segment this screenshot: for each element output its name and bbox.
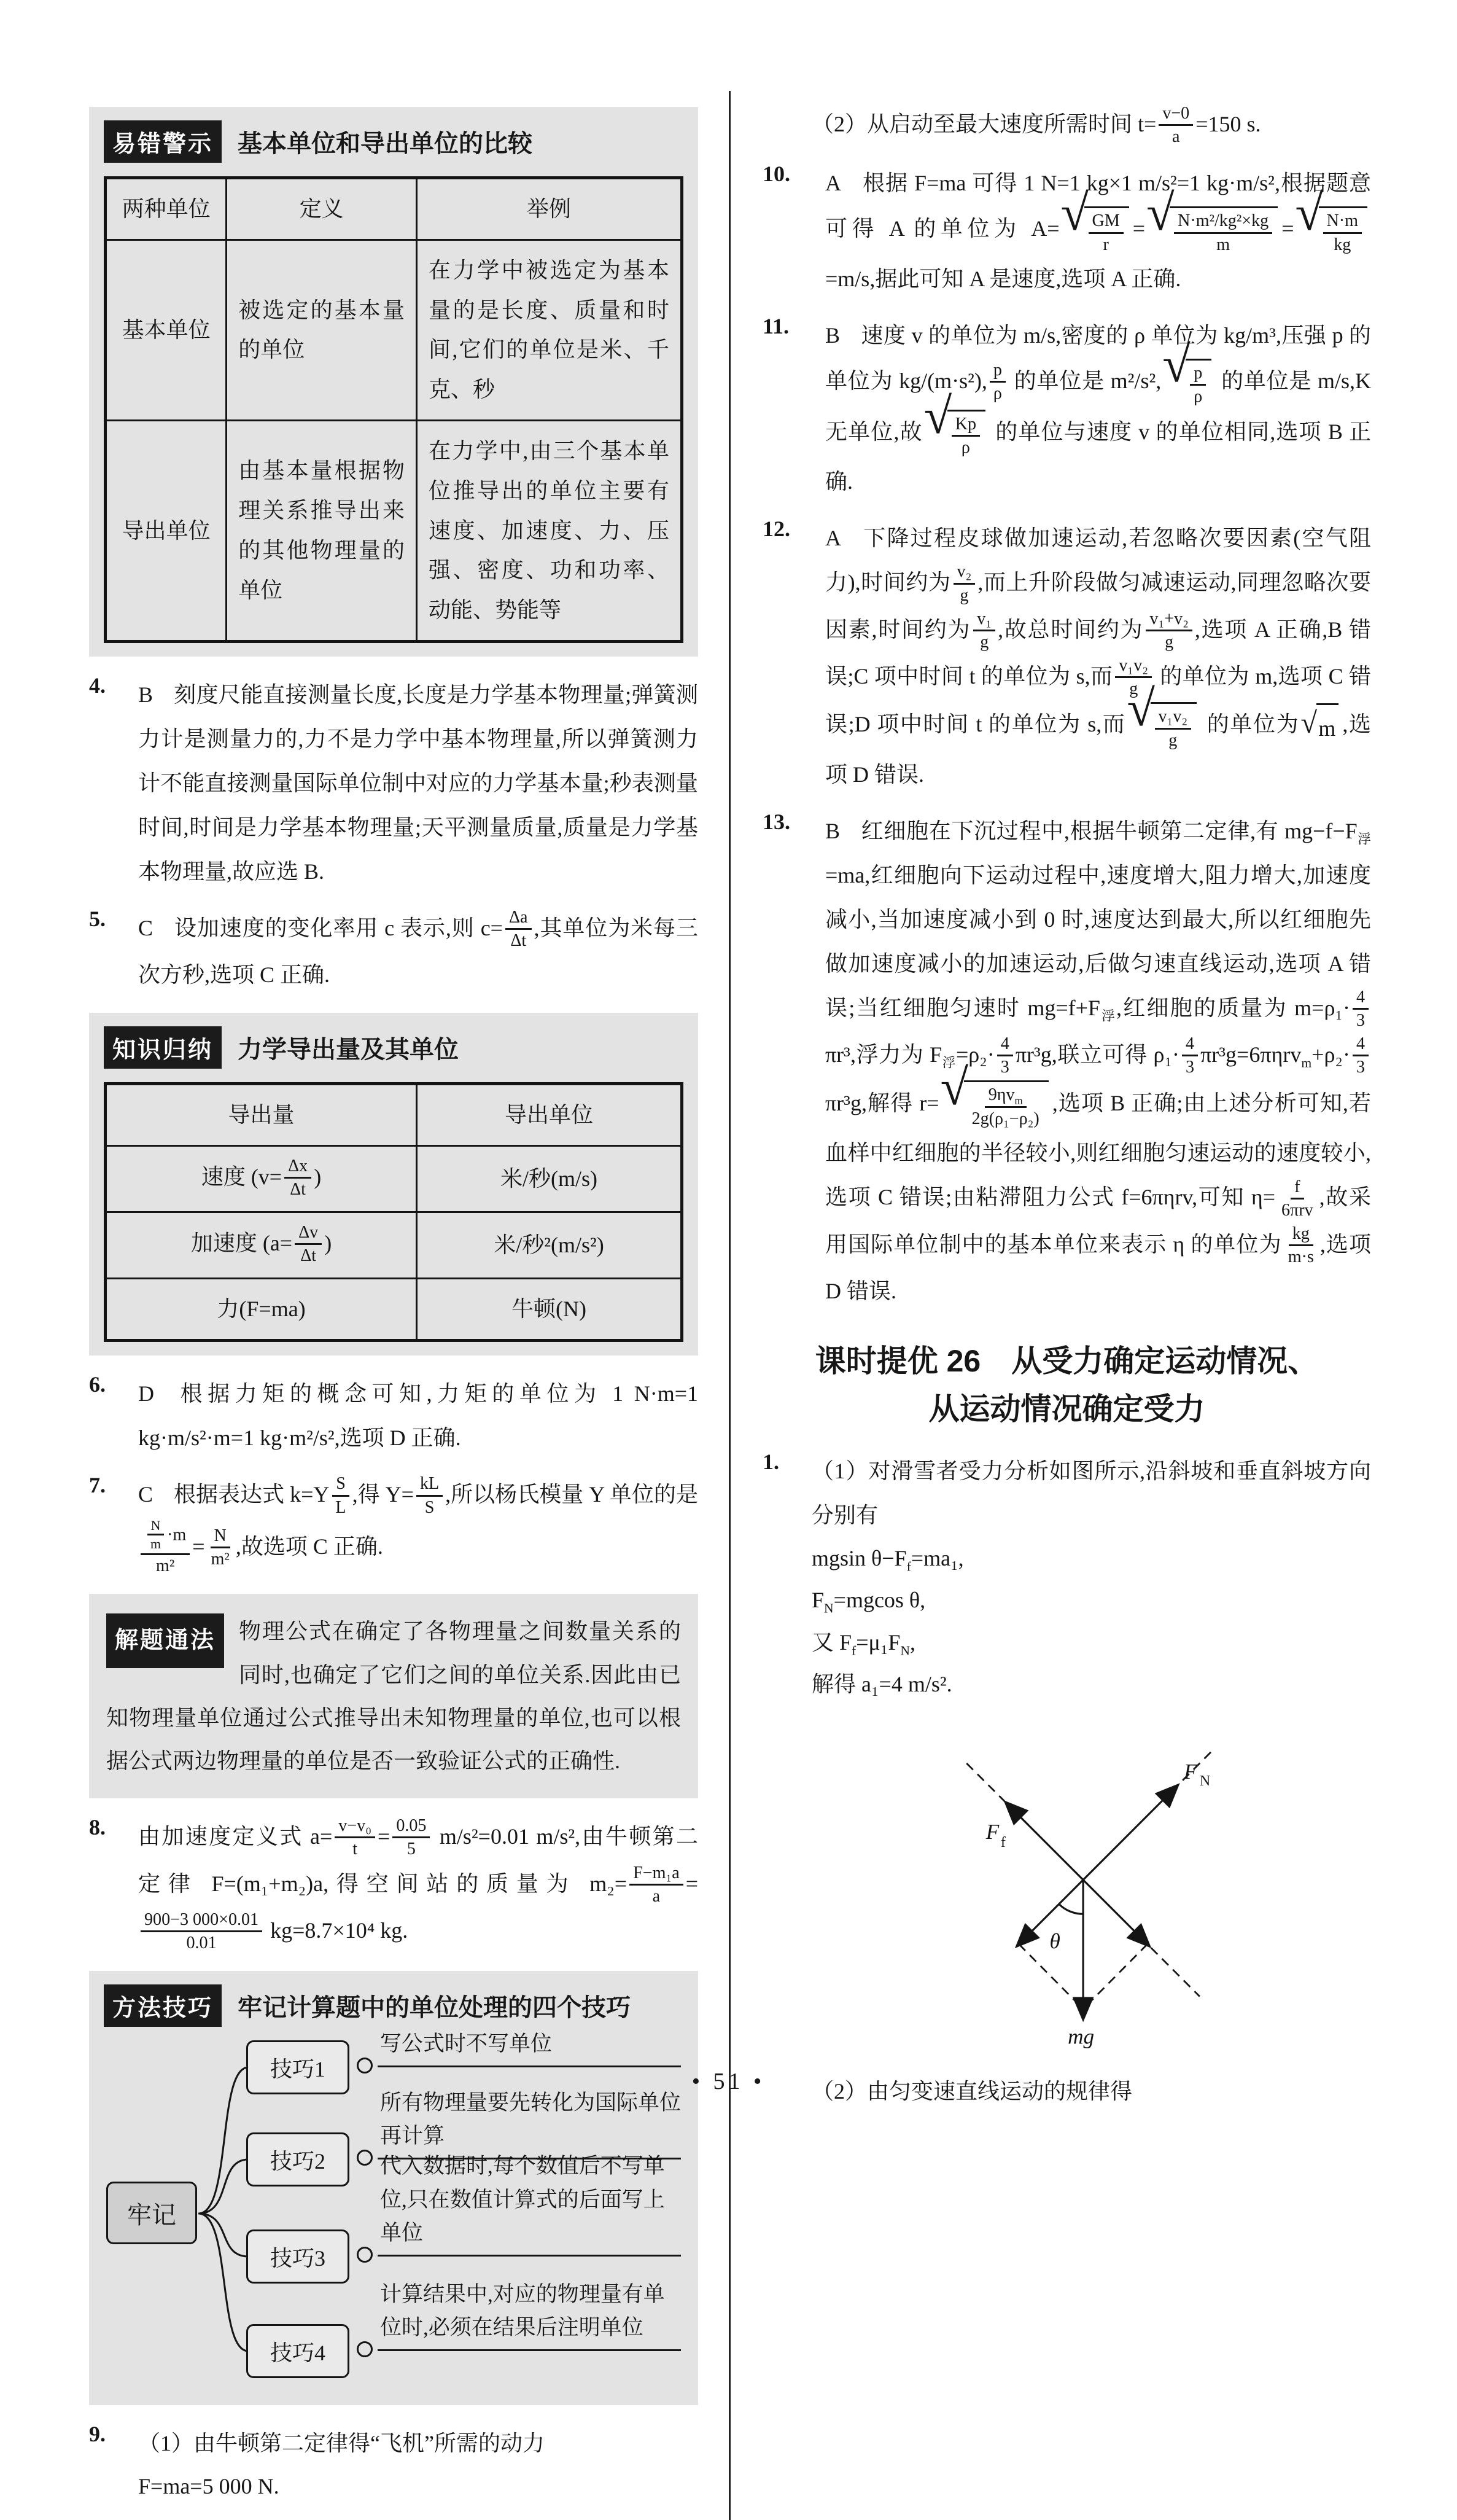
table-cell: 在力学中被选定为基本量的是长度、质量和时间,它们的单位是米、千克、秒 [417,240,682,420]
theta-angle-arc [1059,1904,1083,1914]
item-body [138,673,698,894]
item-body [812,1449,1371,2112]
answer-letter: B [138,682,153,707]
mindmap-tip-node-2: 技巧2 [246,2132,349,2186]
item-number: 1. [763,1449,779,1475]
derived-units-table [104,1082,683,1342]
table-cell: 速度 (v= $\frac{\Delta x}{\Delta t}$ ) [106,1146,417,1212]
item-body [825,516,1371,796]
table-row [106,1146,682,1212]
friction-force-sub-label: f [1000,1834,1006,1851]
item-number: 13. [763,809,790,834]
mindmap-tip-desc-3 [378,2150,681,2257]
lesson-heading-line1: 课时提优 26 从受力确定运动情况、 [815,1344,1319,1379]
equation: F=ma=5 000 N. [138,2474,279,2499]
item-body [138,906,698,997]
table-row [106,240,682,420]
item-text: （1）对滑雪者受力分析如图所示,沿斜坡和垂直斜坡方向分别有 [812,1459,1371,1528]
normal-force-sub-label: N [1199,1773,1210,1789]
gravity-label: mg [1067,2024,1094,2049]
force-diagram [938,1709,1245,2062]
mindmap-tip-desc-2 [378,2086,681,2160]
answer-item-8 [89,1814,698,1955]
table-header-cell: 定义 [227,178,417,240]
knowledge-tag: 知识归纳 [104,1026,222,1069]
equation: mgsin $\theta-F_f=ma_1$, [812,1546,964,1574]
item-number: 9. [89,2422,106,2447]
two-column-layout [89,91,1371,2520]
parallelogram-edge [1084,1944,1148,2008]
method-tips-title: 牢记计算题中的单位处理的四个技巧 [238,1994,631,2022]
table-cell: 力(F=ma) [106,1279,417,1341]
answer-letter: C [138,915,153,940]
table-header-row [106,178,682,240]
item-text: 下降过程皮球做加速运动,若忽略次要因素(空气阻力),时间约为 $\frac{\text{v₂}}{g}$ ,而上升阶段做匀减速运动,同理忽略次要因素,时间约为 $\frac{\text{v₁}}{g}$ ,故总时间约为 $\frac{\text{v₁+v₂}}{g}$ ,选项 A 正确,B 错误;C 项中时间 t 的单位为 s,而 $\frac{\text{v₁v₂}}{g}$ 的单位为 m,选项 C 错误;D 项中时间 t 的单位为 s,而 √ $\frac{\text{v₁v₂}}{g}$ 的单位为 √ m ,选项 D 错误. [825,526,1371,786]
answer-letter: A [825,526,841,551]
item-text: 根据表达式 k=Y $\frac{S}{L}$ ,得 Y= $\frac{kL}{S}$ ,所以杨氏模量 Y 单位的是 $\frac{N}{m}$ ·m m² = $\frac{N}{\text{m²}}$ ,故选项 C 正确. [138,1482,698,1559]
mindmap-tip-desc-1 [378,2027,681,2067]
table-cell: 加速度 (a= $\frac{\Delta v}{\Delta t}$ ) [106,1212,417,1279]
item-body [138,1814,698,1955]
table-cell: 米/秒(m/s) [417,1146,682,1212]
equation: $F_N=mgcos$ θ, [812,1588,926,1617]
item-text: （1）由牛顿第二定律得“飞机”所需的动力 [138,2431,545,2456]
answer-item-9 [89,2421,698,2507]
answer-item-1 [763,1449,1371,2112]
answer-item-5 [89,906,698,997]
table-header-cell: 两种单位 [106,178,227,240]
warning-title: 基本单位和导出单位的比较 [238,130,533,157]
table-row [106,420,682,641]
item-text: （2）从启动至最大速度所需时间 t= $\frac{v-0}{a}$ =150 s. [812,104,1261,147]
friction-force-label: F [985,1819,999,1844]
gravity-component-downslope-arrow [1083,1879,1148,1944]
right-column [731,91,1371,2520]
lesson-heading [763,1338,1371,1433]
item-text: 根据 F=ma 可得 1 N=1 kg×1 m/s²=1 kg·m/s²,根据题意可得 A 的单位为 A= √ $\frac{GM}{r}$ = √ $\frac{\text{N·m²/kg²×kg}}{m}$ = √ $\frac{N\cdot m}{kg}$ =m/s,据此可知 A 是速度,选项 A 正确. [825,171,1371,291]
lesson-heading-line2: 从运动情况确定受力 [928,1391,1205,1426]
method-tips-panel [89,1971,698,2405]
tip-text: 计算结果中,对应的物理量有单位时,必须在结果后注明单位 [380,2282,665,2339]
connector-dot-icon [357,2247,373,2263]
mindmap-tip-node-1: 技巧1 [246,2040,349,2094]
item-body [825,313,1371,504]
table-header-row [106,1084,682,1146]
warning-panel [89,107,698,657]
item-text: 设加速度的变化率用 c 表示,则 c= $\frac{\Delta a}{\Delta t}$ ,其单位为米每三次方秒,选项 C 正确. [138,908,698,988]
item-text: 根据力矩的概念可知,力矩的单位为 1 N·m=1 kg·m/s²·m=1 kg·m²/s²,选项 D 正确. [138,1381,698,1451]
tip-text: 所有物理量要先转化为国际单位再计算 [380,2090,682,2148]
table-header-cell: 导出量 [106,1084,417,1146]
answer-letter: C [138,1482,153,1507]
table-header-cell: 举例 [417,178,682,240]
table-cell: 由基本量根据物理关系推导出来的其他物理量的单位 [227,420,417,641]
item-body [138,2421,698,2507]
answer-letter: B [825,322,841,348]
solving-method-panel [89,1594,698,1798]
connector-dot-icon [357,2150,373,2166]
warning-tag: 易错警示 [104,120,222,163]
answer-item-13 [763,809,1371,1313]
item-text: 刻度尺能直接测量长度,长度是力学基本物理量;弹簧测力计是测量力的,力不是力学中基本物理量,所以弹簧测力计不能直接测量国际单位制中对应的力学基本量;秒表测量时间,时间是力学基本物理量;天平测量质量,质量是力学基本物理量,故应选 B. [138,682,698,884]
friction-force-arrow [1007,1804,1082,1879]
answer-item-10 [763,161,1371,300]
solving-method-text: 物理公式在确定了各物理量之间数量关系的同时,也确定了它们之间的单位关系.因此由已知物理量单位通过公式推导出未知物理量的单位,也可以根据公式两边物理量的单位是否一致验证公式的正确性. [106,1619,681,1773]
table-cell: 米/秒²(m/s²) [417,1212,682,1279]
answer-item-12 [763,516,1371,796]
item-body [825,161,1371,300]
item-text: 红细胞在下沉过程中,根据牛顿第二定律,有 $mg-f-F_浮=ma$,红细胞向下运动过程中,速度增大,阻力增大,加速度减小,当加速度减小到 0 时,速度达到最大,所以红细胞先做加速度减小的加速运动,后做匀速直线运动,选项 A 错误;当红细胞匀速时 $mg=f+F_浮$,红细胞的质量为 m=ρ₁· $\frac{4}{3}$ πr³,浮力为 $F_浮=\rho_2\cdot$ $\frac{4}{3}$ πr³g,联立可得 ρ₁· $\frac{4}{3}$ πr³g=6πηrv$_m$+ρ₂· $\frac{4}{3}$ πr³g,解得 r= √ $\frac{9\eta v_m}{\text{2g(ρ₁−ρ₂)}}$ ,选项 B 正确;由上述分析可知,若血样中红细胞的半径较小,则红细胞匀速运动的速度较小,选项 C 错误;由粘滞阻力公式 f=6πηrv,可知 η= $\frac{f}{\text{6πrv}}$ ,故采用国际单位制中的基本单位来表示 η 的单位为 $\frac{kg}{m\cdot s}$ ,选项 D 错误. [825,819,1371,1303]
item-number: 5. [89,906,106,931]
answer-item-9-part2 [763,102,1371,149]
method-tips-header [104,1984,683,2027]
answer-item-7 [89,1472,698,1578]
answer-item-11 [763,313,1371,504]
answer-item-4 [89,673,698,894]
mindmap-root-node: 牢记 [106,2182,197,2244]
answer-letter: D [138,1381,154,1406]
answer-item-6 [89,1371,698,1460]
item-body [138,1472,698,1578]
item-number: 11. [763,313,790,338]
item-text: 由加速度定义式 a= $\frac{\text{v−v₀}}{t}$ = $\frac{0.05}{5}$ m/s²=0.01 m/s²,由牛顿第二定律 F=(m₁+m₂)a,得空间站的质量为 m₂= $\frac{\text{F−m₁a}}{a}$ = $\frac{900-3 000\times 0.01}{0.01}$ kg=8.7×10⁴ kg. [138,1816,698,1953]
section-header-knowledge [104,1026,683,1069]
table-cell: 基本单位 [106,240,227,420]
parallelogram-edge [1019,1944,1082,2008]
units-comparison-table [104,176,683,643]
tip-text: 写公式时不写单位 [380,2031,553,2056]
item-number: 12. [763,517,790,542]
left-column [89,91,698,2520]
item-number: 4. [89,673,106,698]
table-header-cell: 导出单位 [417,1084,682,1146]
item-number: 8. [89,1815,106,1840]
item-body [825,809,1371,1313]
mindmap-tip-node-4: 技巧4 [246,2324,349,2378]
knowledge-title: 力学导出量及其单位 [238,1036,459,1064]
item-number: 10. [763,162,790,187]
mindmap-tip-desc-4 [378,2278,681,2352]
tip-text: 代入数据时,每个数值后不写单位,只在数值计算式的后面写上单位 [380,2154,665,2245]
answer-letter: B [825,818,841,843]
table-row [106,1212,682,1279]
item-text: 速度 v 的单位为 m/s,密度的 ρ 单位为 kg/m³,压强 p 的单位为 kg/(m·s²), $\frac{p}{\rho}$ 的单位是 m²/s², √ $\frac{p}{\rho}$ 的单位是 m/s,K 无单位,故 √ $\frac{Kp}{\rho}$ 的单位与速度 v 的单位相同,选项 B 正确. [825,323,1371,494]
item-number: 6. [89,1372,106,1397]
mindmap-tip-node-3: 技巧3 [246,2229,349,2284]
table-cell: 在力学中,由三个基本单位推导出的单位主要有速度、加速度、力、压强、密度、功和功率、动能、势能等 [417,420,682,641]
answer-letter: A [825,171,841,196]
normal-force-label: F [1183,1759,1197,1784]
theta-label: θ [1049,1929,1060,1953]
knowledge-panel [89,1013,698,1356]
item-part2-text: （2）由匀变速直线运动的规律得 [812,2078,1133,2104]
page-number: • 51 • [691,2069,766,2094]
table-cell: 导出单位 [106,420,227,641]
connector-dot-icon [357,2341,373,2357]
item-number: 7. [89,1473,106,1498]
table-cell: 被选定的基本量的单位 [227,240,417,420]
method-tips-tag: 方法技巧 [104,1984,222,2027]
solving-method-tag: 解题通法 [106,1613,224,1668]
normal-force-arrow [1083,1787,1176,1879]
section-header-warning [104,120,683,163]
table-cell: 牛顿(N) [417,1279,682,1341]
equation: 又 $F_f=\mu_1F_N$, [812,1629,916,1658]
item-body [138,1371,698,1460]
table-row [106,1279,682,1341]
equation: 解得 a₁=4 m/s². [812,1672,952,1697]
